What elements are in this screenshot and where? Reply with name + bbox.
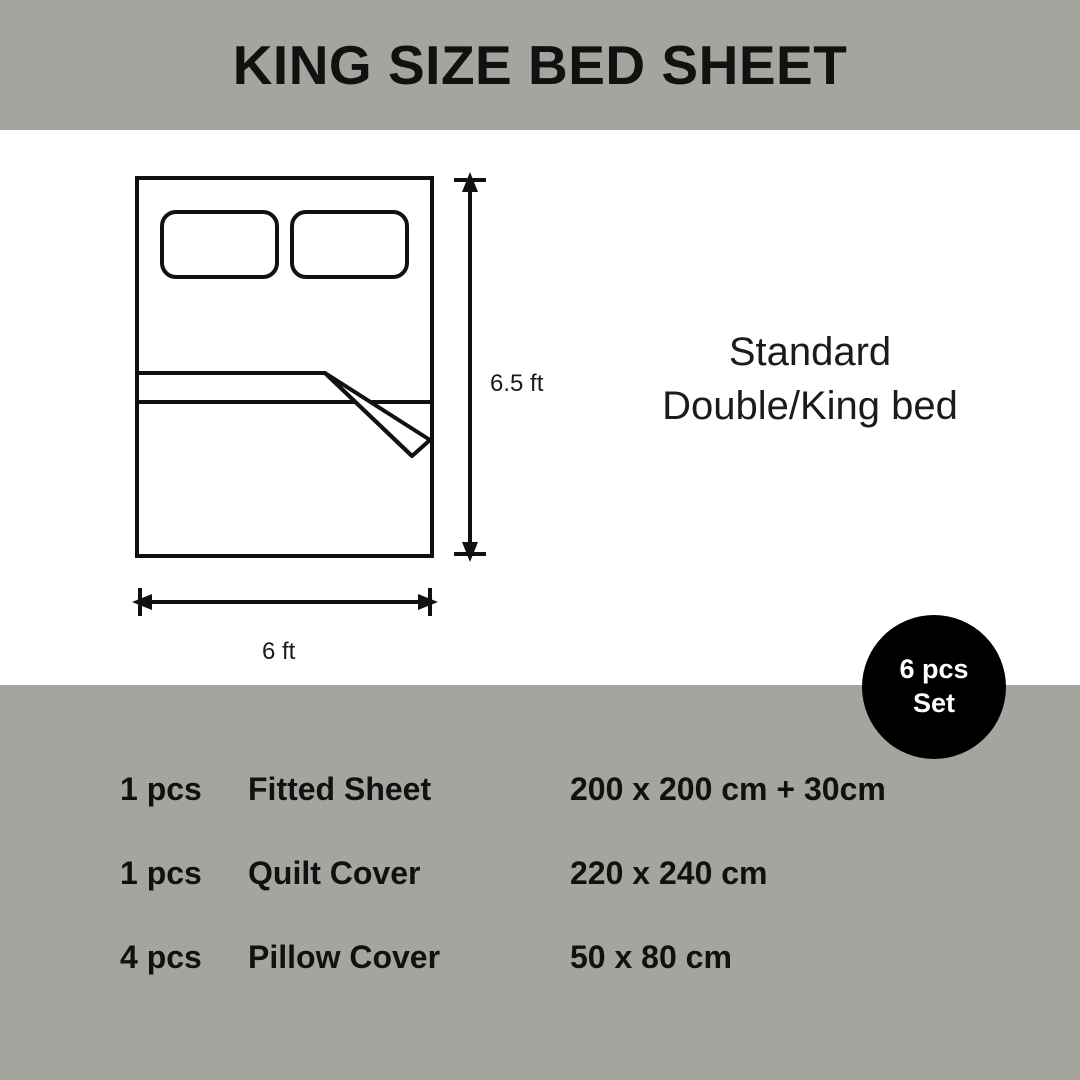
width-dimension-label: 6 ft: [262, 638, 296, 665]
badge-label: Set: [912, 688, 956, 718]
row-item: Pillow Cover: [248, 938, 441, 975]
row-size: 220 x 240 cm: [570, 854, 768, 891]
header-band: [0, 0, 1080, 130]
diagram-panel: [0, 130, 1080, 685]
bed-caption-line1: Standard: [728, 330, 892, 374]
bed-caption: [600, 325, 1020, 433]
set-count-badge: [862, 615, 1006, 759]
horizontal-dimension-arrow-icon: [132, 588, 438, 616]
badge-count: 6 pcs: [899, 654, 969, 685]
row-item: Quilt Cover: [248, 854, 421, 891]
table-row: [0, 831, 1080, 915]
vertical-dimension-arrow-icon: [454, 172, 486, 562]
table-row: [0, 915, 1080, 999]
row-quantity: 1 pcs: [120, 854, 202, 891]
row-quantity: 1 pcs: [120, 770, 202, 807]
page-title: KING SIZE BED SHEET: [232, 34, 848, 96]
row-quantity: 4 pcs: [120, 938, 202, 975]
bed-diagram-icon: [100, 170, 520, 650]
row-item: Fitted Sheet: [248, 770, 432, 807]
bed-caption-line2: Double/King bed: [662, 384, 958, 428]
table-row: [0, 747, 1080, 831]
row-size: 50 x 80 cm: [570, 938, 732, 975]
row-size: 200 x 200 cm + 30cm: [570, 770, 886, 807]
height-dimension-label: 6.5 ft: [490, 370, 544, 397]
